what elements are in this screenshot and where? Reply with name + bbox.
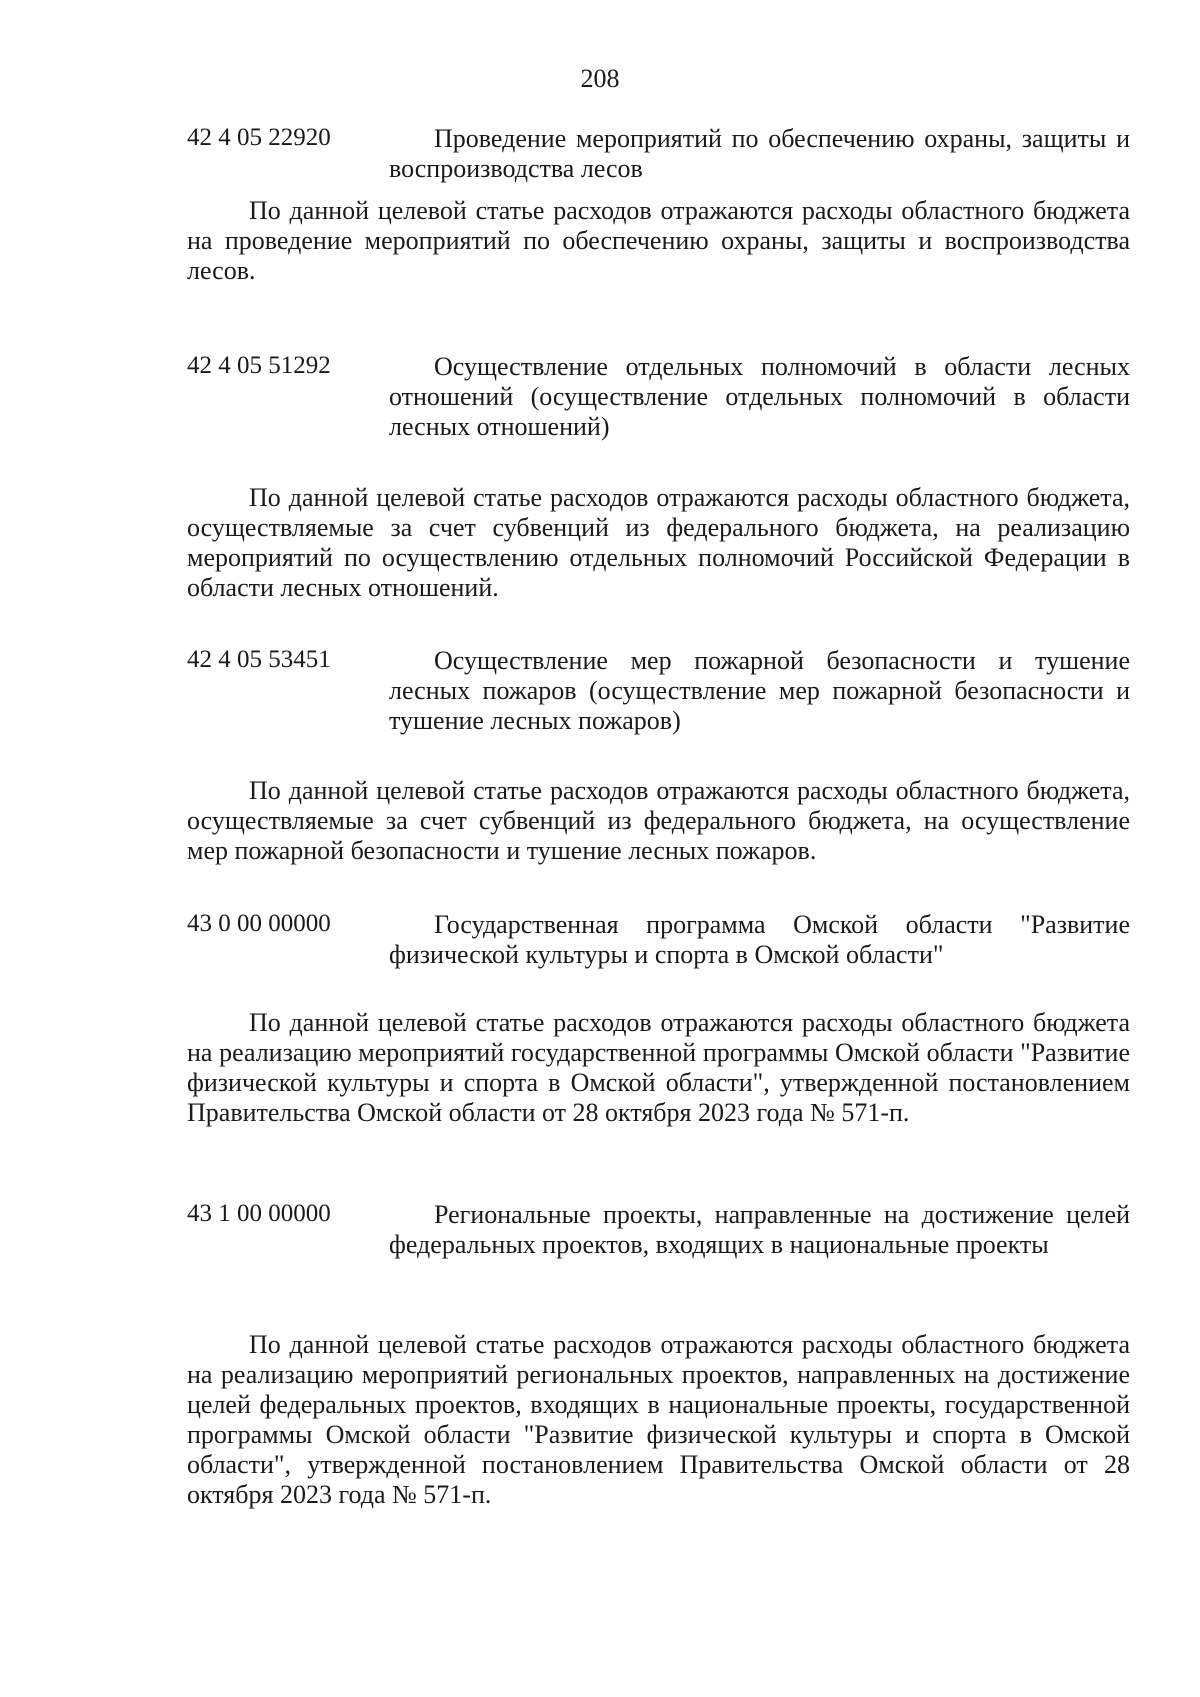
budget-item: [187, 646, 1130, 736]
budget-code: 42 4 05 22920: [187, 124, 331, 151]
budget-code: 42 4 05 51292: [187, 352, 331, 379]
budget-item-title: Осуществление мер пожарной безопасности и тушение лесных пожаров (осуществление мер пожарной безопасности и тушение лесных пожаров): [389, 646, 1130, 735]
budget-item-title: Проведение мероприятий по обеспечению охраны, защиты и воспроизводства лесов: [389, 124, 1130, 183]
budget-item-description: По данной целевой статье расходов отражаются расходы областного бюджета, осуществляемые за счет субвенций из федерального бюджета, на осуществление мер пожарной безопасности и тушение лесных пожаров.: [187, 776, 1130, 865]
budget-code: 43 1 00 00000: [187, 1200, 331, 1227]
budget-code: 43 0 00 00000: [187, 910, 331, 937]
page-number: 208: [580, 64, 620, 93]
budget-item-title: Государственная программа Омской области "Развитие физической культуры и спорта в Омской области": [389, 910, 1130, 969]
budget-item-description: По данной целевой статье расходов отражаются расходы областного бюджета на проведение мероприятий по обеспечению охраны, защиты и воспроизводства лесов.: [187, 196, 1130, 285]
budget-item: [187, 910, 1130, 970]
budget-item-description: По данной целевой статье расходов отражаются расходы областного бюджета, осуществляемые за счет субвенций из федерального бюджета, на реализацию мероприятий по осуществлению отдельных полномочий Российской Федерации в области лесных отношений.: [187, 483, 1130, 602]
budget-item-title: Осуществление отдельных полномочий в области лесных отношений (осуществление отдельных полномочий в области лесных отношений): [389, 352, 1130, 441]
budget-item-description: По данной целевой статье расходов отражаются расходы областного бюджета на реализацию мероприятий государственной программы Омской области "Развитие физической культуры и спорта в Омской области", утвержденной постановлением Правительства Омской области от 28 октября 2023 года № 571-п.: [187, 1008, 1130, 1127]
budget-item-title: Региональные проекты, направленные на достижение целей федеральных проектов, входящих в национальные проекты: [389, 1200, 1130, 1259]
budget-item: [187, 1200, 1130, 1260]
budget-code: 42 4 05 53451: [187, 646, 331, 673]
budget-item: [187, 352, 1130, 442]
budget-item-description: По данной целевой статье расходов отражаются расходы областного бюджета на реализацию мероприятий региональных проектов, направленных на достижение целей федеральных проектов, входящих в национальные проекты, государственной программы Омской области "Развитие физической культуры и спорта в Омской области", утвержденной постановлением Правительства Омской области от 28 октября 2023 года № 571-п.: [187, 1330, 1130, 1509]
budget-item: [187, 124, 1130, 184]
